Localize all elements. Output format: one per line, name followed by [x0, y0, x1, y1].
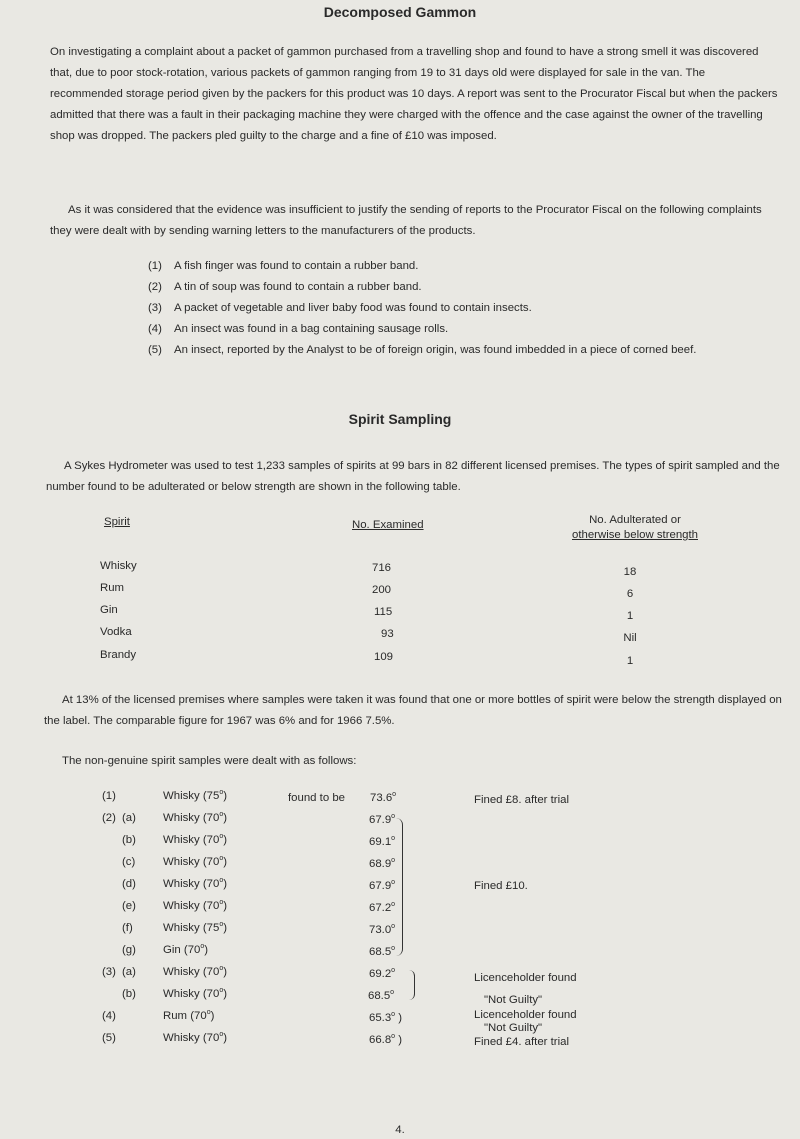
sample-standard-strength: 75 — [206, 922, 220, 934]
degree-mark: o — [200, 943, 205, 951]
table-header-spirit: Spirit — [104, 516, 130, 528]
sample-found-strength: 67.9$^o$ — [369, 813, 396, 826]
sample-subletter: (f) — [122, 922, 133, 934]
section-heading-spirit: Spirit Sampling — [348, 411, 452, 427]
table-cell-adulterated: 1 — [626, 610, 634, 622]
degree-mark: o — [219, 1031, 224, 1039]
sample-found-strength: 69.2$^o$ — [369, 967, 396, 980]
degree-mark: o — [206, 1009, 211, 1017]
table-cell-spirit: Gin — [100, 604, 118, 616]
degree-mark: o — [219, 833, 224, 841]
table-cell-adulterated: Nil — [623, 632, 637, 644]
sample-spirit: Whisky (75$^o$) — [163, 921, 228, 934]
sample-standard-strength: 70 — [206, 878, 220, 890]
table-cell-examined: 115 — [374, 606, 393, 618]
list-item: (3) A packet of vegetable and liver baby food was found to contain insects. — [148, 302, 532, 314]
sample-standard-strength: 70 — [206, 834, 220, 846]
outcome-3-line1: Licenceholder found — [474, 972, 577, 984]
sample-found-strength: 67.9$^o$ — [369, 879, 396, 892]
sample-found-strength: 68.5$^o$ — [369, 945, 396, 958]
sample-spirit: Whisky (70$^o$) — [163, 1031, 228, 1044]
degree-mark: o — [392, 791, 397, 799]
sample-standard-strength: 70 — [194, 1010, 207, 1022]
sample-spirit: Rum (70$^o$) — [163, 1009, 215, 1022]
degree-mark: o — [219, 789, 224, 797]
sample-standard-strength: 70 — [206, 900, 220, 912]
sample-subletter: (g) — [122, 944, 136, 956]
section-heading-gammon: Decomposed Gammon — [323, 4, 477, 20]
sample-spirit: Whisky (70$^o$) — [163, 987, 228, 1000]
degree-mark: o — [219, 987, 224, 995]
sample-subletter: (e) — [122, 900, 136, 912]
list-item: (4) An insect was found in a bag containing sausage rolls. — [148, 323, 449, 335]
spirit-summary: At 13% of the licensed premises where samples were taken it was found that one or more bottles of spirit were below the strength displayed on the label. The comparable figure for 1967 was 6% and for 1966 7.5%. — [44, 694, 782, 727]
sample-found-strength: 73.6$^o$ — [370, 791, 397, 804]
outcome-1: Fined £8. after trial — [474, 794, 569, 806]
table-cell-spirit: Whisky — [100, 560, 137, 572]
table-cell-examined: 109 — [374, 651, 394, 663]
degree-mark: o — [219, 855, 224, 863]
table-cell-adulterated: 18 — [623, 566, 637, 578]
sample-subletter: (a) — [122, 966, 136, 978]
sample-found-strength: 68.5$^o$ — [368, 989, 395, 1002]
table-cell-adulterated: 1 — [626, 655, 634, 667]
found-to-be-label: found to be — [288, 792, 346, 804]
degree-mark: o — [391, 967, 396, 975]
table-cell-spirit: Brandy — [100, 649, 137, 661]
list-item: (5) An insect, reported by the Analyst to be of foreign origin, was found imbedded in a piece of corned beef. — [148, 344, 697, 356]
sample-spirit: Whisky (70$^o$) — [163, 877, 228, 890]
brace-group-2 — [396, 818, 403, 956]
sample-number: (5) — [102, 1032, 116, 1044]
sample-spirit: Whisky (70$^o$) — [163, 965, 228, 978]
page-number: 4. — [395, 1124, 405, 1136]
degree-mark: o — [391, 945, 396, 953]
gammon-paragraph-1: On investigating a complaint about a packet of gammon purchased from a travelling shop and found to have a strong smell it was discovered that, due to poor stock-rotation, various packets of gammon ranging from 19 to 31 days old were displayed for sale in the van. The recommended storage period given by the packers for this product was 10 days. A report was sent to the Procurator Fiscal but when the packers admitted that there was a fault in their packaging machine they were charged with the offence and the case against the owner of the travelling shop was dropped. The packers pled guilty to the charge and a fine of £10 was imposed. — [50, 46, 778, 142]
degree-mark: o — [391, 835, 396, 843]
outcome-2: Fined £10. — [474, 880, 528, 892]
sample-found-strength: 65.3$^o$ ) — [369, 1011, 403, 1024]
sample-found-strength: 69.1$^o$ — [369, 835, 396, 848]
table-header-examined: No. Examined — [352, 519, 424, 531]
outcome-4-line2: "Not Guilty" — [484, 1022, 543, 1034]
sample-spirit: Whisky (70$^o$) — [163, 811, 228, 824]
table-cell-adulterated: 6 — [626, 588, 634, 600]
sample-subletter: (d) — [122, 878, 136, 890]
gammon-paragraph-2: As it was considered that the evidence was insufficient to justify the sending of reports to the Procurator Fiscal on the following complaints they were dealt with by sending warning letters to the manufacturers of the products. — [50, 204, 762, 237]
table-cell-spirit: Vodka — [100, 626, 132, 638]
sample-number: (4) — [102, 1010, 116, 1022]
sample-standard-strength: 70 — [206, 988, 220, 1000]
sample-subletter: (c) — [122, 856, 136, 868]
sample-spirit: Whisky (70$^o$) — [163, 833, 228, 846]
sample-spirit: Whisky (75$^o$) — [163, 789, 228, 802]
degree-mark: o — [219, 877, 224, 885]
degree-mark: o — [391, 813, 396, 821]
sample-standard-strength: 70 — [206, 856, 220, 868]
degree-mark: o — [219, 811, 224, 819]
sample-found-strength: 67.2$^o$ — [369, 901, 396, 914]
degree-mark: o — [391, 1011, 396, 1019]
degree-mark: o — [391, 857, 396, 865]
table-header-adulterated-line1: No. Adulterated or — [589, 514, 681, 526]
sample-number: (1) — [102, 790, 116, 802]
sample-subletter: (b) — [122, 988, 136, 1000]
table-cell-examined: 716 — [372, 562, 392, 574]
brace-group-3 — [409, 970, 415, 1000]
degree-mark: o — [219, 899, 224, 907]
degree-mark: o — [219, 965, 224, 973]
table-header-adulterated-line2: otherwise below strength — [572, 529, 698, 541]
sample-found-strength: 68.9$^o$ — [369, 857, 396, 870]
sample-number: (2) — [102, 812, 116, 824]
sample-subletter: (a) — [122, 812, 136, 824]
sample-standard-strength: 70 — [187, 944, 201, 956]
sample-standard-strength: 75 — [206, 790, 220, 802]
degree-mark: o — [391, 879, 396, 887]
table-cell-examined: 200 — [372, 584, 392, 596]
sample-found-strength: 66.8$^o$ ) — [369, 1033, 403, 1046]
outcome-4-line1: Licenceholder found — [474, 1009, 577, 1021]
sample-number: (3) — [102, 966, 116, 978]
degree-mark: o — [390, 989, 395, 997]
degree-mark: o — [391, 923, 396, 931]
list-item: (1) A fish finger was found to contain a rubber band. — [148, 260, 419, 272]
table-cell-examined: 93 — [381, 628, 394, 640]
sample-standard-strength: 70 — [206, 812, 220, 824]
degree-mark: o — [219, 921, 224, 929]
table-cell-spirit: Rum — [100, 582, 125, 594]
sample-subletter: (b) — [122, 834, 136, 846]
spirit-intro: A Sykes Hydrometer was used to test 1,233 samples of spirits at 99 bars in 82 different licensed premises. The types of spirit sampled and the number found to be adulterated or below strength are shown in the following table. — [46, 460, 780, 493]
complaints-list — [148, 256, 768, 361]
sample-standard-strength: 70 — [206, 966, 220, 978]
sample-spirit: Whisky (70$^o$) — [163, 899, 228, 912]
degree-mark: o — [391, 901, 396, 909]
list-item: (2) A tin of soup was found to contain a rubber band. — [148, 281, 422, 293]
sample-found-strength: 73.0$^o$ — [369, 923, 396, 936]
sample-standard-strength: 70 — [206, 1032, 220, 1044]
outcome-5: Fined £4. after trial — [474, 1036, 569, 1048]
outcome-3-line2: "Not Guilty" — [484, 994, 543, 1006]
degree-mark: o — [391, 1033, 396, 1041]
sample-spirit: Gin (70$^o$) — [163, 943, 209, 956]
dealt-intro: The non-genuine spirit samples were dealt with as follows: — [62, 755, 357, 767]
sample-spirit: Whisky (70$^o$) — [163, 855, 228, 868]
